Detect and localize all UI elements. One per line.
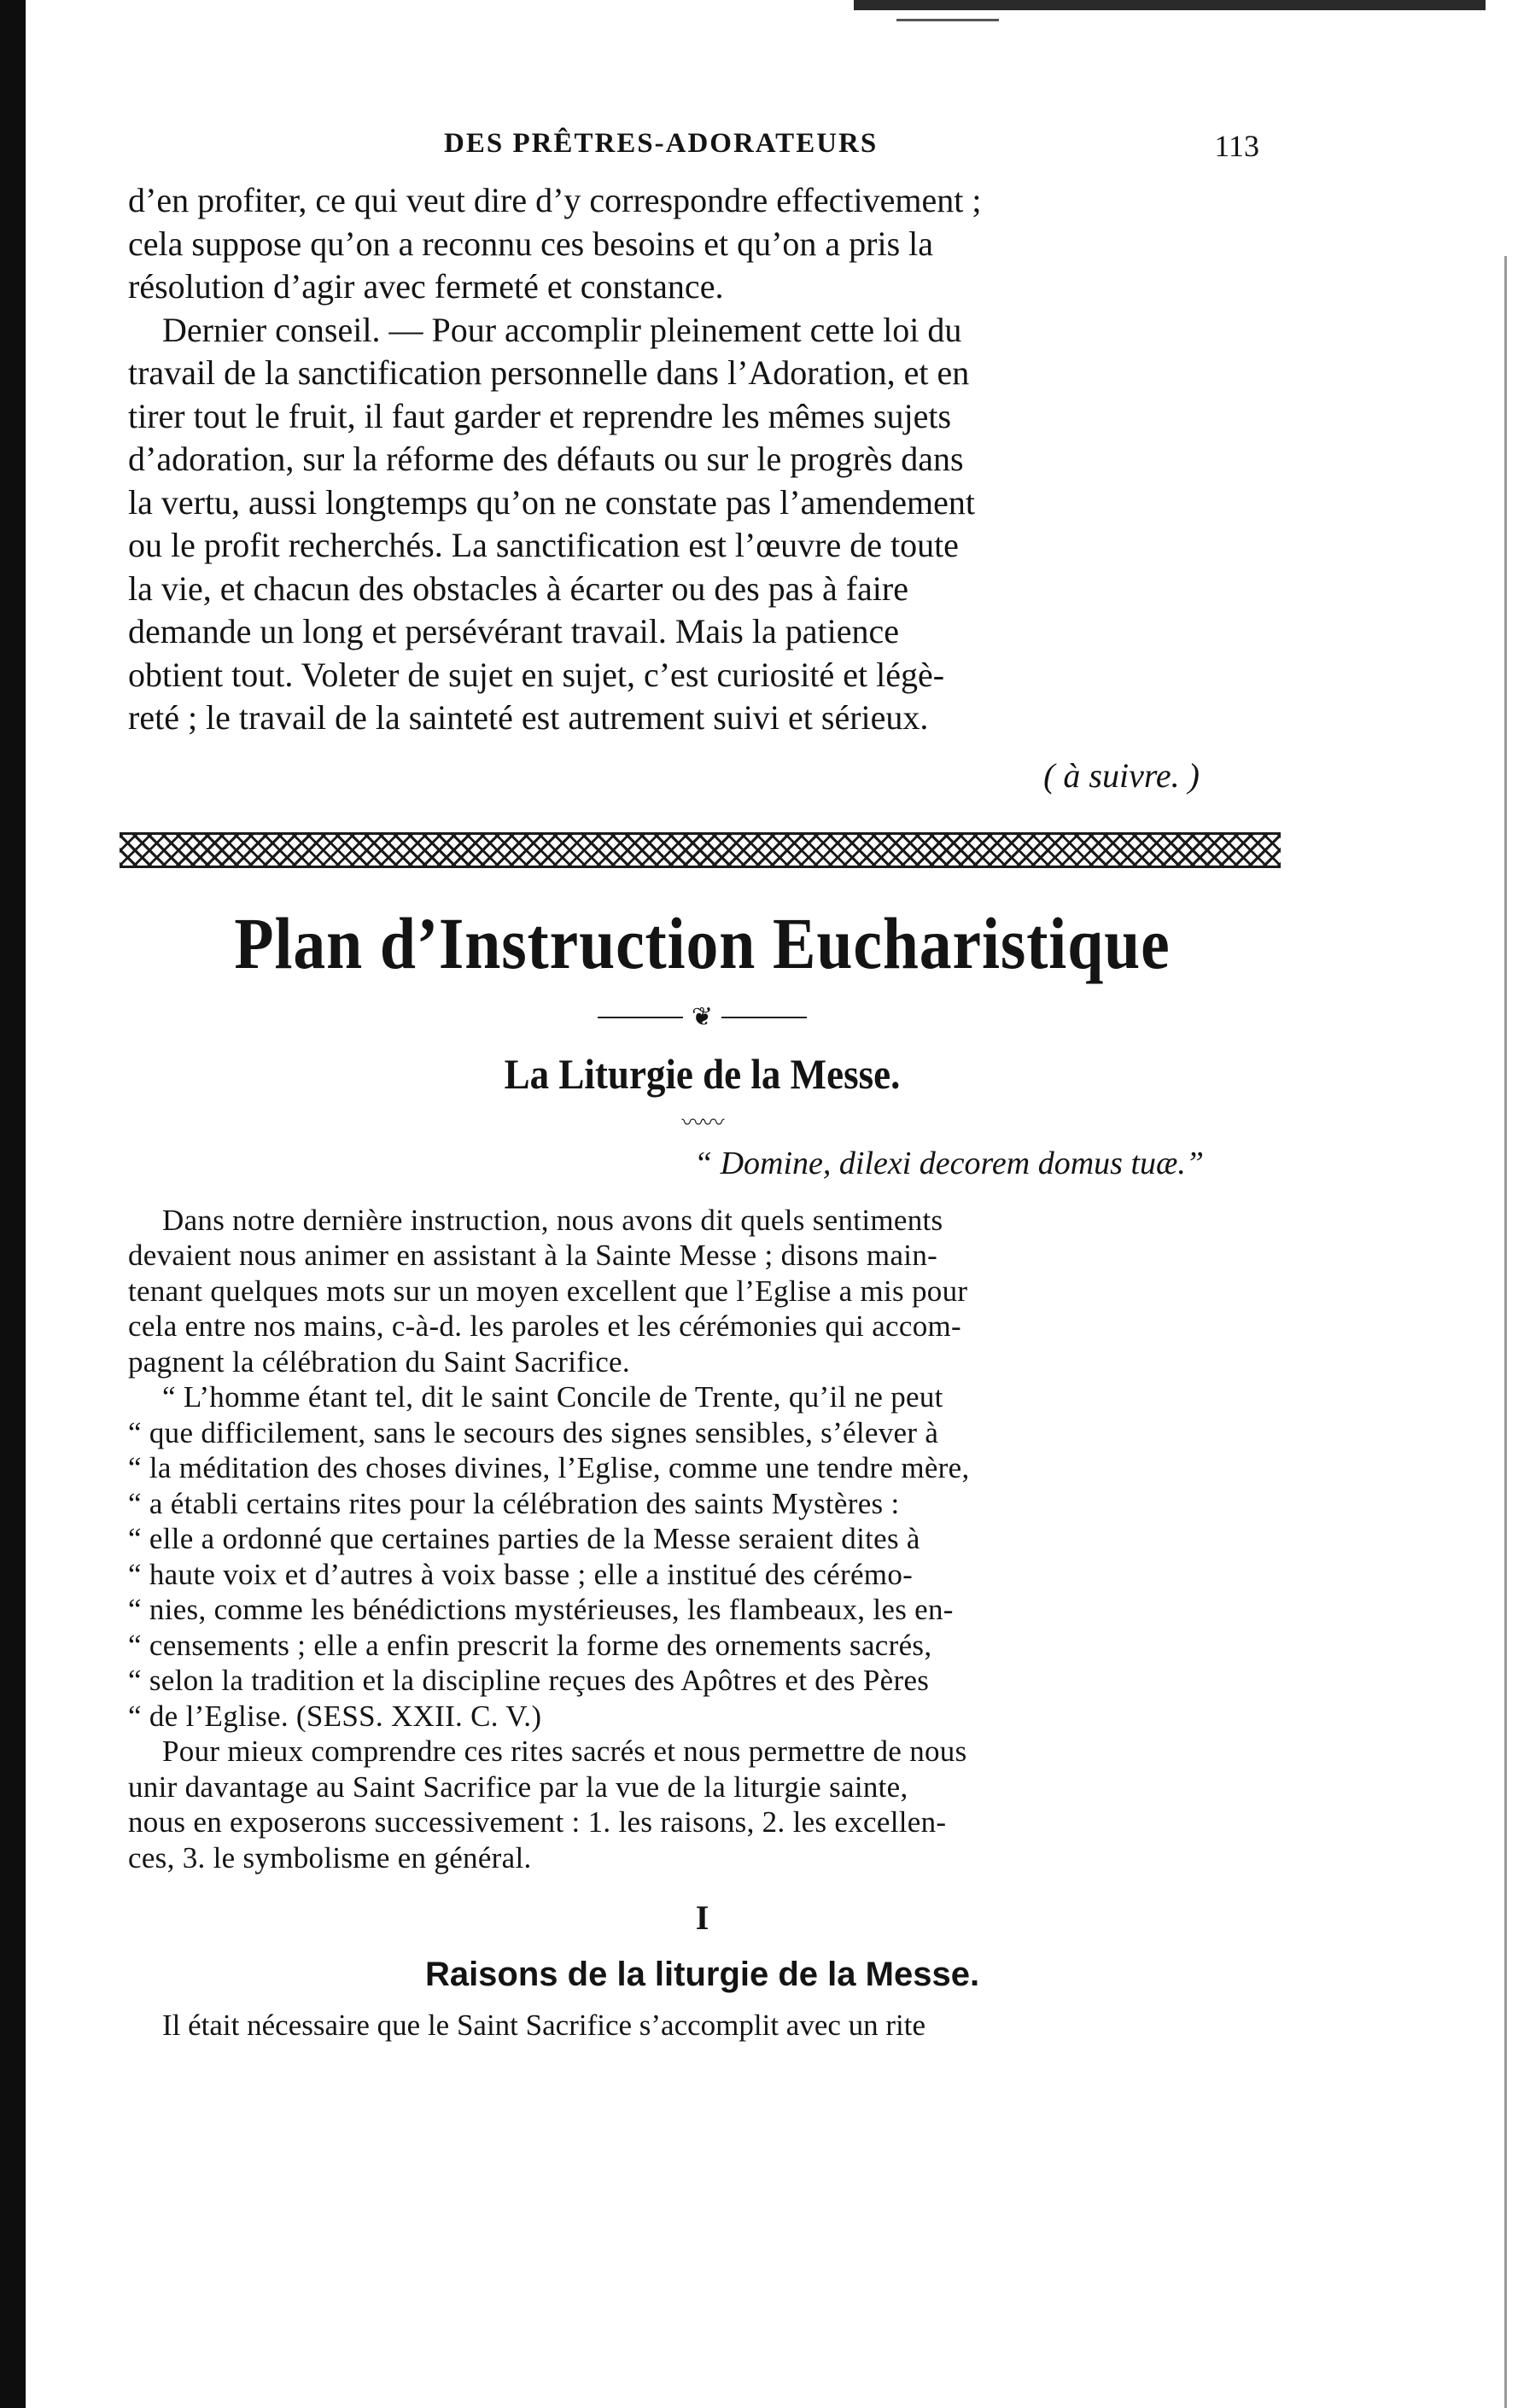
text-line: unir davantage au Saint Sacrifice par la vue de la liturgie sainte, [128, 1770, 908, 1804]
text-line: “ de l’Eglise. (SESS. XXII. C. V.) [128, 1699, 542, 1733]
divider-line [598, 1017, 683, 1018]
divider-line [721, 1017, 807, 1018]
text-line: “ a établi certains rites pour la célébration des saints Mystères : [128, 1486, 900, 1520]
text-line: “ selon la tradition et la discipline reçues des Apôtres et des Pères [128, 1664, 930, 1697]
part-numeral: I [695, 1898, 709, 1937]
epigraph: “ Domine, dilexi decorem domus tuæ.” [693, 1145, 1204, 1181]
scan-top-rule [854, 0, 1486, 10]
text-line: “ la méditation des choses divines, l’Eglise, comme une tendre mère, [128, 1451, 970, 1484]
text-line: “ nies, comme les bénédictions mystérieuses, les flambeaux, les en- [128, 1593, 954, 1626]
text-line: résolution d’agir avec fermeté et constance. [128, 267, 724, 306]
text-line: “ que difficilement, sans le secours des signes sensibles, s’élever à [128, 1415, 939, 1449]
section-subtitle: La Liturgie de la Messe. [504, 1049, 901, 1098]
text-line: d’en profiter, ce qui veut dire d’y correspondre effectivement ; [128, 181, 982, 219]
text-line: “ L’homme étant tel, dit le saint Concile de Trente, qu’il ne peut [162, 1380, 943, 1414]
text-line: Dernier conseil. — Pour accomplir pleinement cette loi du [162, 310, 962, 349]
text-line: “ haute voix et d’autres à voix basse ; elle a institué des cérémo- [128, 1557, 914, 1591]
ornamental-border [120, 832, 1281, 868]
text-line: la vie, et chacun des obstacles à écarter ou des pas à faire [128, 568, 908, 608]
running-head [128, 128, 1276, 179]
text-line: “ censements ; elle a enfin prescrit la forme des ornements sacrés, [128, 1628, 932, 1662]
fleuron-divider [128, 1001, 1276, 1035]
text-line: cela entre nos mains, c-à-d. les paroles et les cérémonies qui accom- [128, 1309, 961, 1343]
paragraph-last-advice [128, 309, 1276, 740]
text-line: devaient nous animer en assistant à la Sainte Messe ; disons main- [128, 1239, 938, 1272]
text-line: d’adoration, sur la réforme des défauts ou sur le progrès dans [128, 440, 964, 478]
part-heading: Raisons de la liturgie de la Messe. [424, 1956, 980, 1993]
text-line: cela suppose qu’on a reconnu ces besoins et qu’on a pris la [128, 224, 934, 263]
text-line: Il était nécessaire que le Saint Sacrifice s’accomplit avec un rite [162, 2009, 926, 2042]
scan-edge-bar [0, 0, 26, 2408]
page-number: 113 [1214, 129, 1259, 163]
text-line: Pour mieux comprendre ces rites sacrés et nous permettre de nous [162, 1735, 967, 1768]
text-line: Dans notre dernière instruction, nous avons dit quels sentiments [162, 1203, 943, 1237]
text-line: ou le profit recherchés. La sanctification est l’œuvre de toute [128, 526, 959, 564]
section-title: Plan d’Instruction Eucharistique [234, 901, 1171, 984]
text-line: tenant quelques mots sur un moyen excellent que l’Eglise a mis pour [128, 1274, 968, 1308]
text-line: tirer tout le fruit, il faut garder et reprendre les mêmes sujets [128, 396, 952, 435]
paragraph-plan [128, 1734, 1276, 1875]
paragraph-intro [128, 1203, 1276, 1380]
text-line: travail de la sanctification personnelle dans l’Adoration, et en [128, 353, 970, 392]
paragraph-council-quote [128, 1379, 1276, 1734]
text-line: obtient tout. Voleter de sujet en sujet, c’est curiosité et légè- [128, 655, 945, 694]
text-line: pagnent la célébration du Saint Sacrifice. [128, 1344, 630, 1379]
text-line: ces, 3. le symbolisme en général. [128, 1840, 532, 1875]
to-be-continued: ( à suivre. ) [1043, 755, 1200, 795]
text-line: la vertu, aussi longtemps qu’on ne constate pas l’amendement [128, 482, 975, 522]
text-line: “ elle a ordonné que certaines parties de la Messe seraient dites à [128, 1522, 920, 1555]
text-line: demande un long et persévérant travail. Mais la patience [128, 612, 899, 650]
text-line: reté ; le travail de la sainteté est autrement suivi et sérieux. [128, 698, 929, 737]
wave-ornament-icon: 〰〰 [681, 1110, 723, 1135]
running-title: DES PRÊTRES-ADORATEURS [444, 128, 879, 159]
paragraph-continuation [128, 179, 1276, 309]
book-page [128, 128, 1276, 2043]
fleuron-icon: ❦ [691, 1003, 714, 1032]
scan-top-mark [896, 19, 999, 21]
text-line: nous en exposerons successivement : 1. les raisons, 2. les excellen- [128, 1805, 947, 1839]
scan-right-edge [1504, 256, 1507, 2408]
